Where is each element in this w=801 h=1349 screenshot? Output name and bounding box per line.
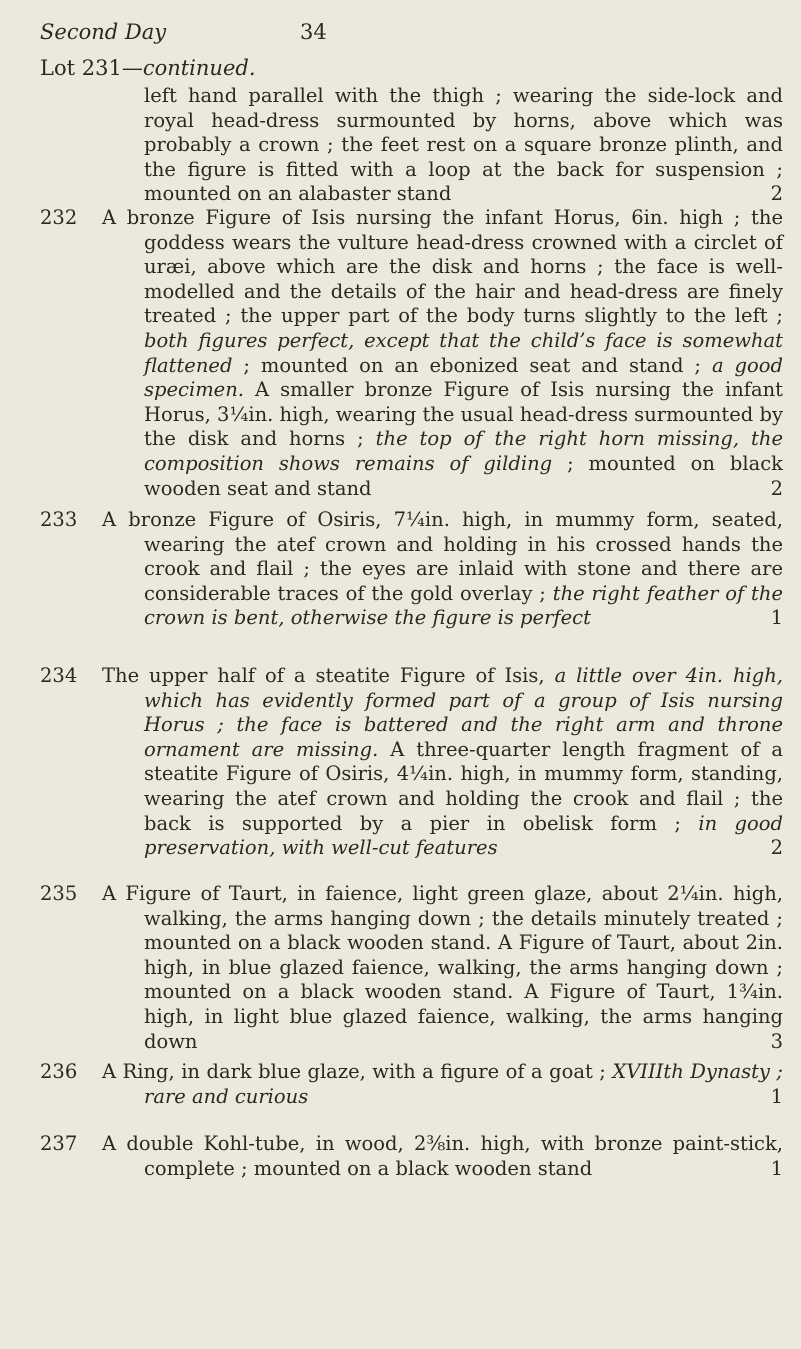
lot-number: 234 bbox=[40, 664, 78, 687]
lot-condition: the top of the right horn missing, the composition shows remains of gilding bbox=[144, 427, 783, 475]
lot-note: a good specimen. bbox=[144, 353, 783, 402]
lot-236 bbox=[40, 1060, 783, 1109]
continued-lot-ref: 231 bbox=[81, 56, 122, 80]
lot-text: left hand parallel with the thigh ; wearing the side-lock and royal head-dress surmounted by horns, above which was probably a crown ; the feet rest on a square bronze plinth, and the figure is fitted with a loop at the back for suspension ; mounted on an alabaster stand bbox=[144, 84, 783, 206]
lot-235 bbox=[40, 882, 783, 1054]
running-header-day: Second Day bbox=[40, 20, 167, 44]
lot-231-continued bbox=[40, 84, 783, 207]
lot-237 bbox=[40, 1132, 783, 1181]
lot-number: 237 bbox=[40, 1132, 78, 1155]
lot-quantity: 2 bbox=[770, 836, 783, 860]
continued-heading bbox=[40, 56, 256, 80]
page-number: 34 bbox=[300, 20, 327, 44]
lot-condition: the right feather of the crown is bent, otherwise the figure is perfect bbox=[144, 581, 783, 630]
lot-note: XVIIIth Dynasty ; rare and curious bbox=[144, 1060, 783, 1108]
lot-233 bbox=[40, 508, 783, 631]
lot-number: 232 bbox=[40, 206, 78, 229]
lot-number: 233 bbox=[40, 508, 78, 531]
continued-suffix: —continued. bbox=[121, 56, 256, 80]
lot-condition: both figures perfect, except that the child’s face is somewhat flattened bbox=[144, 328, 783, 377]
lot-quantity: 1 bbox=[770, 606, 783, 630]
lot-text: A double Kohl-tube, in wood, 2⅜in. high, with bronze paint-stick, complete ; mounted on a black wooden stand bbox=[102, 1132, 783, 1180]
lot-quantity: 1 bbox=[770, 1156, 783, 1180]
lot-text: A bronze Figure of Isis nursing the infant Horus, 6in. high ; the goddess wears the vulture head-dress crowned with a circlet of uræi, above which are the disk and horns ; the face is well-modelled and the details of the hair and head-dress are finely treated ; the upper part of the body turns slightly to the left ; bbox=[102, 206, 783, 328]
lot-text: ; mounted on an ebonized seat and stand ; bbox=[232, 353, 712, 377]
lot-condition: a little over 4in. high, which has evidently formed part of a group of Isis nursing Horus ; the face is battered and the right arm and throne ornament are missing. bbox=[144, 664, 783, 761]
lot-quantity: 2 bbox=[770, 476, 783, 500]
lot-text: A Ring, in dark blue glaze, with a figure of a goat ; bbox=[102, 1060, 613, 1083]
lot-text: A bronze Figure of Osiris, 7¼in. high, in mummy form, seated, wearing the atef crown and holding in his crossed hands the crook and flail ; the eyes are inlaid with stone and there are considerable traces of the gold overlay ; bbox=[102, 508, 783, 605]
lot-note: in good preservation, with well-cut features bbox=[144, 811, 783, 860]
lot-quantity: 1 bbox=[770, 1084, 783, 1108]
lot-text: A three-quarter length fragment of a steatite Figure of Osiris, 4¼in. high, in mummy form, standing, wearing the atef crown and holding the crook and flail ; the back is supported by a pier in obelisk form ; bbox=[144, 737, 783, 835]
lot-text: ; mounted on black wooden seat and stand bbox=[144, 451, 783, 500]
lot-text: A smaller bronze Figure of Isis nursing the infant Horus, 3¼in. high, wearing the usual head-dress surmounted by the disk and horns ; bbox=[144, 378, 783, 451]
lot-quantity: 3 bbox=[770, 1029, 783, 1053]
lot-text: The upper half of a steatite Figure of Isis, bbox=[102, 664, 555, 687]
lot-number: 235 bbox=[40, 882, 78, 905]
lot-word: Lot bbox=[40, 56, 76, 80]
lot-232 bbox=[40, 206, 783, 501]
lot-quantity: 2 bbox=[770, 182, 783, 206]
lot-number: 236 bbox=[40, 1060, 78, 1083]
lot-234 bbox=[40, 664, 783, 861]
lot-text: A Figure of Taurt, in faience, light green glaze, about 2¼in. high, walking, the arms hanging down ; the details minutely treated ; mounted on a black wooden stand. A Figure of Taurt, about 2in. high, in blue glazed faience, walking, the arms hanging down ; mounted on a black wooden stand. A Figure of Taurt, 1¾in. high, in light blue glazed faience, walking, the arms hanging down bbox=[102, 882, 783, 1053]
